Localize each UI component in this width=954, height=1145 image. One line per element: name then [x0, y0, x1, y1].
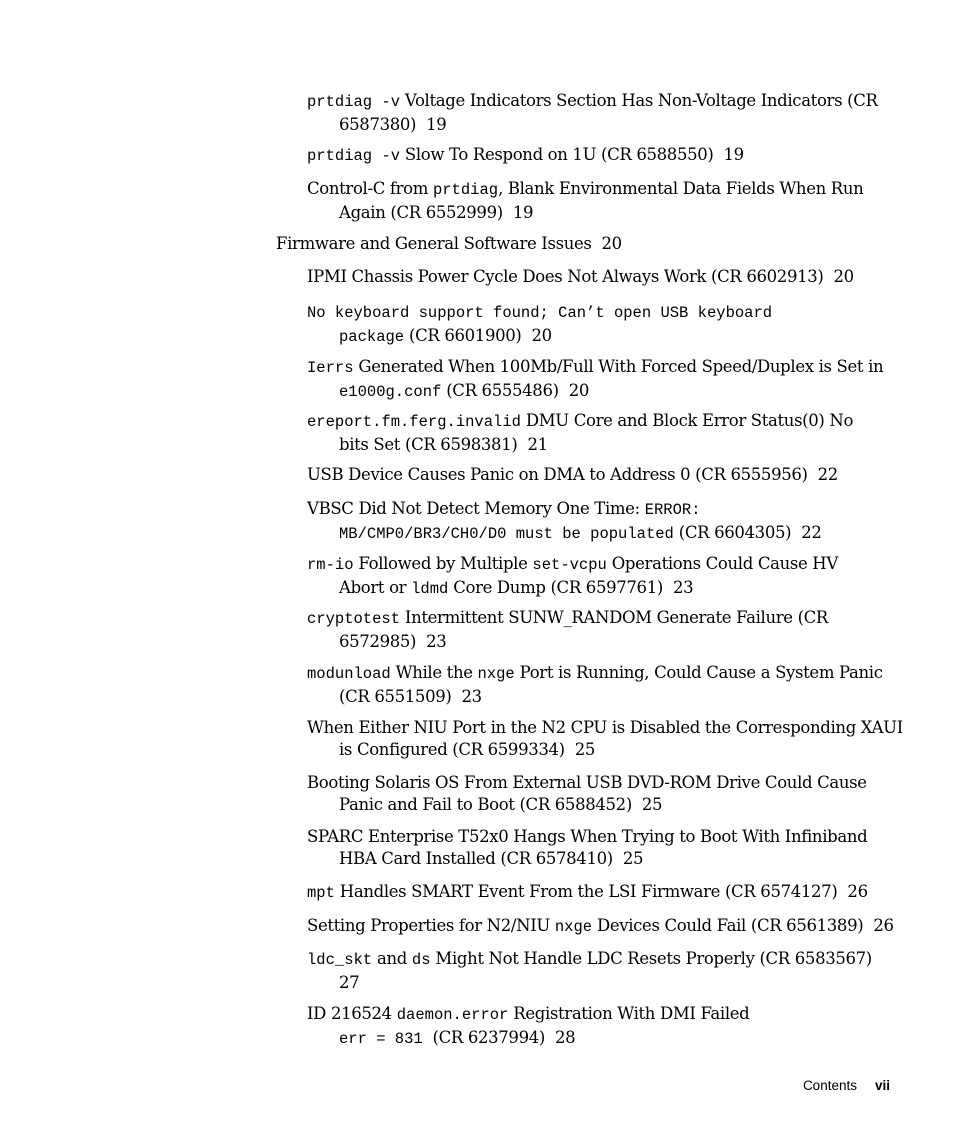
toc-line: ID 216524 daemon.error Registration With DMI Failed: [307, 1004, 750, 1024]
toc-line: is Configured (CR 6599334) 25: [339, 739, 596, 759]
toc-line: ldc_skt and ds Might Not Handle LDC Resets Properly (CR 6583567): [307, 949, 872, 969]
toc-line: cryptotest Intermittent SUNW_RANDOM Generate Failure (CR: [307, 608, 828, 628]
page-number: 23: [672, 577, 694, 597]
toc-entry[interactable]: [307, 553, 892, 600]
page-number: 25: [574, 739, 596, 759]
page-number: 21: [527, 434, 548, 454]
page-number: 25: [641, 794, 663, 814]
toc-line: When Either NIU Port in the N2 CPU is Disabled the Corresponding XAUI: [307, 718, 903, 737]
toc-entry[interactable]: [307, 266, 892, 288]
page-number: 22: [801, 522, 822, 542]
toc-line: package (CR 6601900) 20: [339, 325, 552, 346]
toc-entry[interactable]: [307, 301, 892, 348]
toc-line: Setting Properties for N2/NIU nxge Devices Could Fail (CR 6561389) 26: [307, 916, 894, 936]
toc-line: prtdiag -v Voltage Indicators Section Has Non-Voltage Indicators (CR: [307, 91, 878, 111]
toc-line: e1000g.conf (CR 6555486) 20: [339, 380, 589, 401]
page-number: 27: [339, 972, 360, 992]
page-number: 23: [461, 686, 482, 706]
page-number: 26: [873, 916, 894, 935]
toc-line: Booting Solaris OS From External USB DVD-ROM Drive Could Cause: [307, 773, 867, 792]
page-number: 25: [622, 848, 644, 868]
toc-line: mpt Handles SMART Event From the LSI Firmware (CR 6574127) 26: [307, 882, 868, 902]
page-number: 26: [847, 882, 868, 901]
toc-entry[interactable]: [307, 607, 892, 652]
toc-line: Control-C from prtdiag, Blank Environmental Data Fields When Run: [307, 179, 864, 199]
toc-line: Abort or ldmd Core Dump (CR 6597761) 23: [339, 577, 694, 598]
toc-entry[interactable]: [307, 948, 892, 993]
toc-line: MB/CMP0/BR3/CH0/D0 must be populated (CR 6604305) 22: [339, 522, 822, 543]
toc-line: prtdiag -v Slow To Respond on 1U (CR 6588550) 19: [307, 145, 744, 165]
page-number: 19: [723, 145, 744, 164]
toc-section-heading[interactable]: [276, 233, 886, 255]
toc-line: rm-io Followed by Multiple set-vcpu Operations Could Cause HV: [307, 554, 838, 574]
toc-line: IPMI Chassis Power Cycle Does Not Always Work (CR 6602913) 20: [307, 267, 854, 286]
page-number: 19: [426, 114, 447, 134]
toc-entry[interactable]: [307, 881, 892, 905]
toc-line: USB Device Causes Panic on DMA to Address 0 (CR 6555956) 22: [307, 465, 838, 484]
toc-entry[interactable]: [307, 915, 892, 939]
toc-line: Panic and Fail to Boot (CR 6588452) 25: [339, 794, 663, 814]
toc-entry[interactable]: [307, 1003, 892, 1050]
toc-entry[interactable]: [307, 356, 892, 403]
toc-line: err = 831 (CR 6237994) 28: [339, 1027, 576, 1048]
page-footer: [760, 1078, 890, 1093]
toc-line: 6572985) 23: [339, 631, 447, 651]
toc-line: HBA Card Installed (CR 6578410) 25: [339, 848, 644, 868]
toc-entry[interactable]: [307, 410, 892, 455]
toc-line: 6587380) 19: [339, 114, 447, 134]
page-number: 20: [568, 380, 589, 400]
toc-line: Ierrs Generated When 100Mb/Full With Forced Speed/Duplex is Set in: [307, 357, 884, 377]
toc-line: Firmware and General Software Issues 20: [276, 234, 622, 253]
page-number: 20: [833, 267, 854, 286]
toc-line: Again (CR 6552999) 19: [339, 202, 534, 222]
toc-entry[interactable]: [307, 662, 892, 707]
toc-line: No keyboard support found; Can’t open USB keyboard: [307, 304, 773, 322]
toc-entry[interactable]: [307, 90, 892, 135]
toc-line: ereport.fm.ferg.invalid DMU Core and Block Error Status(0) No: [307, 411, 854, 431]
toc-line: VBSC Did Not Detect Memory One Time: ERROR:: [307, 499, 701, 519]
page-number: 20: [601, 234, 622, 253]
footer-label: Contents: [802, 1078, 857, 1093]
toc-line: (CR 6551509) 23: [339, 686, 482, 706]
toc-line: bits Set (CR 6598381) 21: [339, 434, 548, 454]
toc-line: [307, 972, 892, 994]
toc-entry[interactable]: [307, 178, 892, 223]
toc-entry[interactable]: [307, 144, 892, 168]
page-number: 20: [531, 325, 552, 345]
toc-entry[interactable]: [307, 826, 892, 869]
toc-line: SPARC Enterprise T52x0 Hangs When Trying to Boot With Infiniband: [307, 827, 868, 846]
page-number: 23: [426, 631, 447, 651]
page-number: 22: [817, 465, 838, 484]
toc-entry[interactable]: [307, 772, 892, 815]
footer-page-number: vii: [874, 1078, 890, 1093]
page-number: 19: [512, 202, 534, 222]
toc-entry[interactable]: [307, 717, 903, 760]
toc-entry[interactable]: [307, 498, 892, 545]
page-number: 28: [554, 1027, 576, 1047]
toc-entry[interactable]: [307, 464, 892, 486]
toc-line: modunload While the nxge Port is Running, Could Cause a System Panic: [307, 663, 883, 683]
